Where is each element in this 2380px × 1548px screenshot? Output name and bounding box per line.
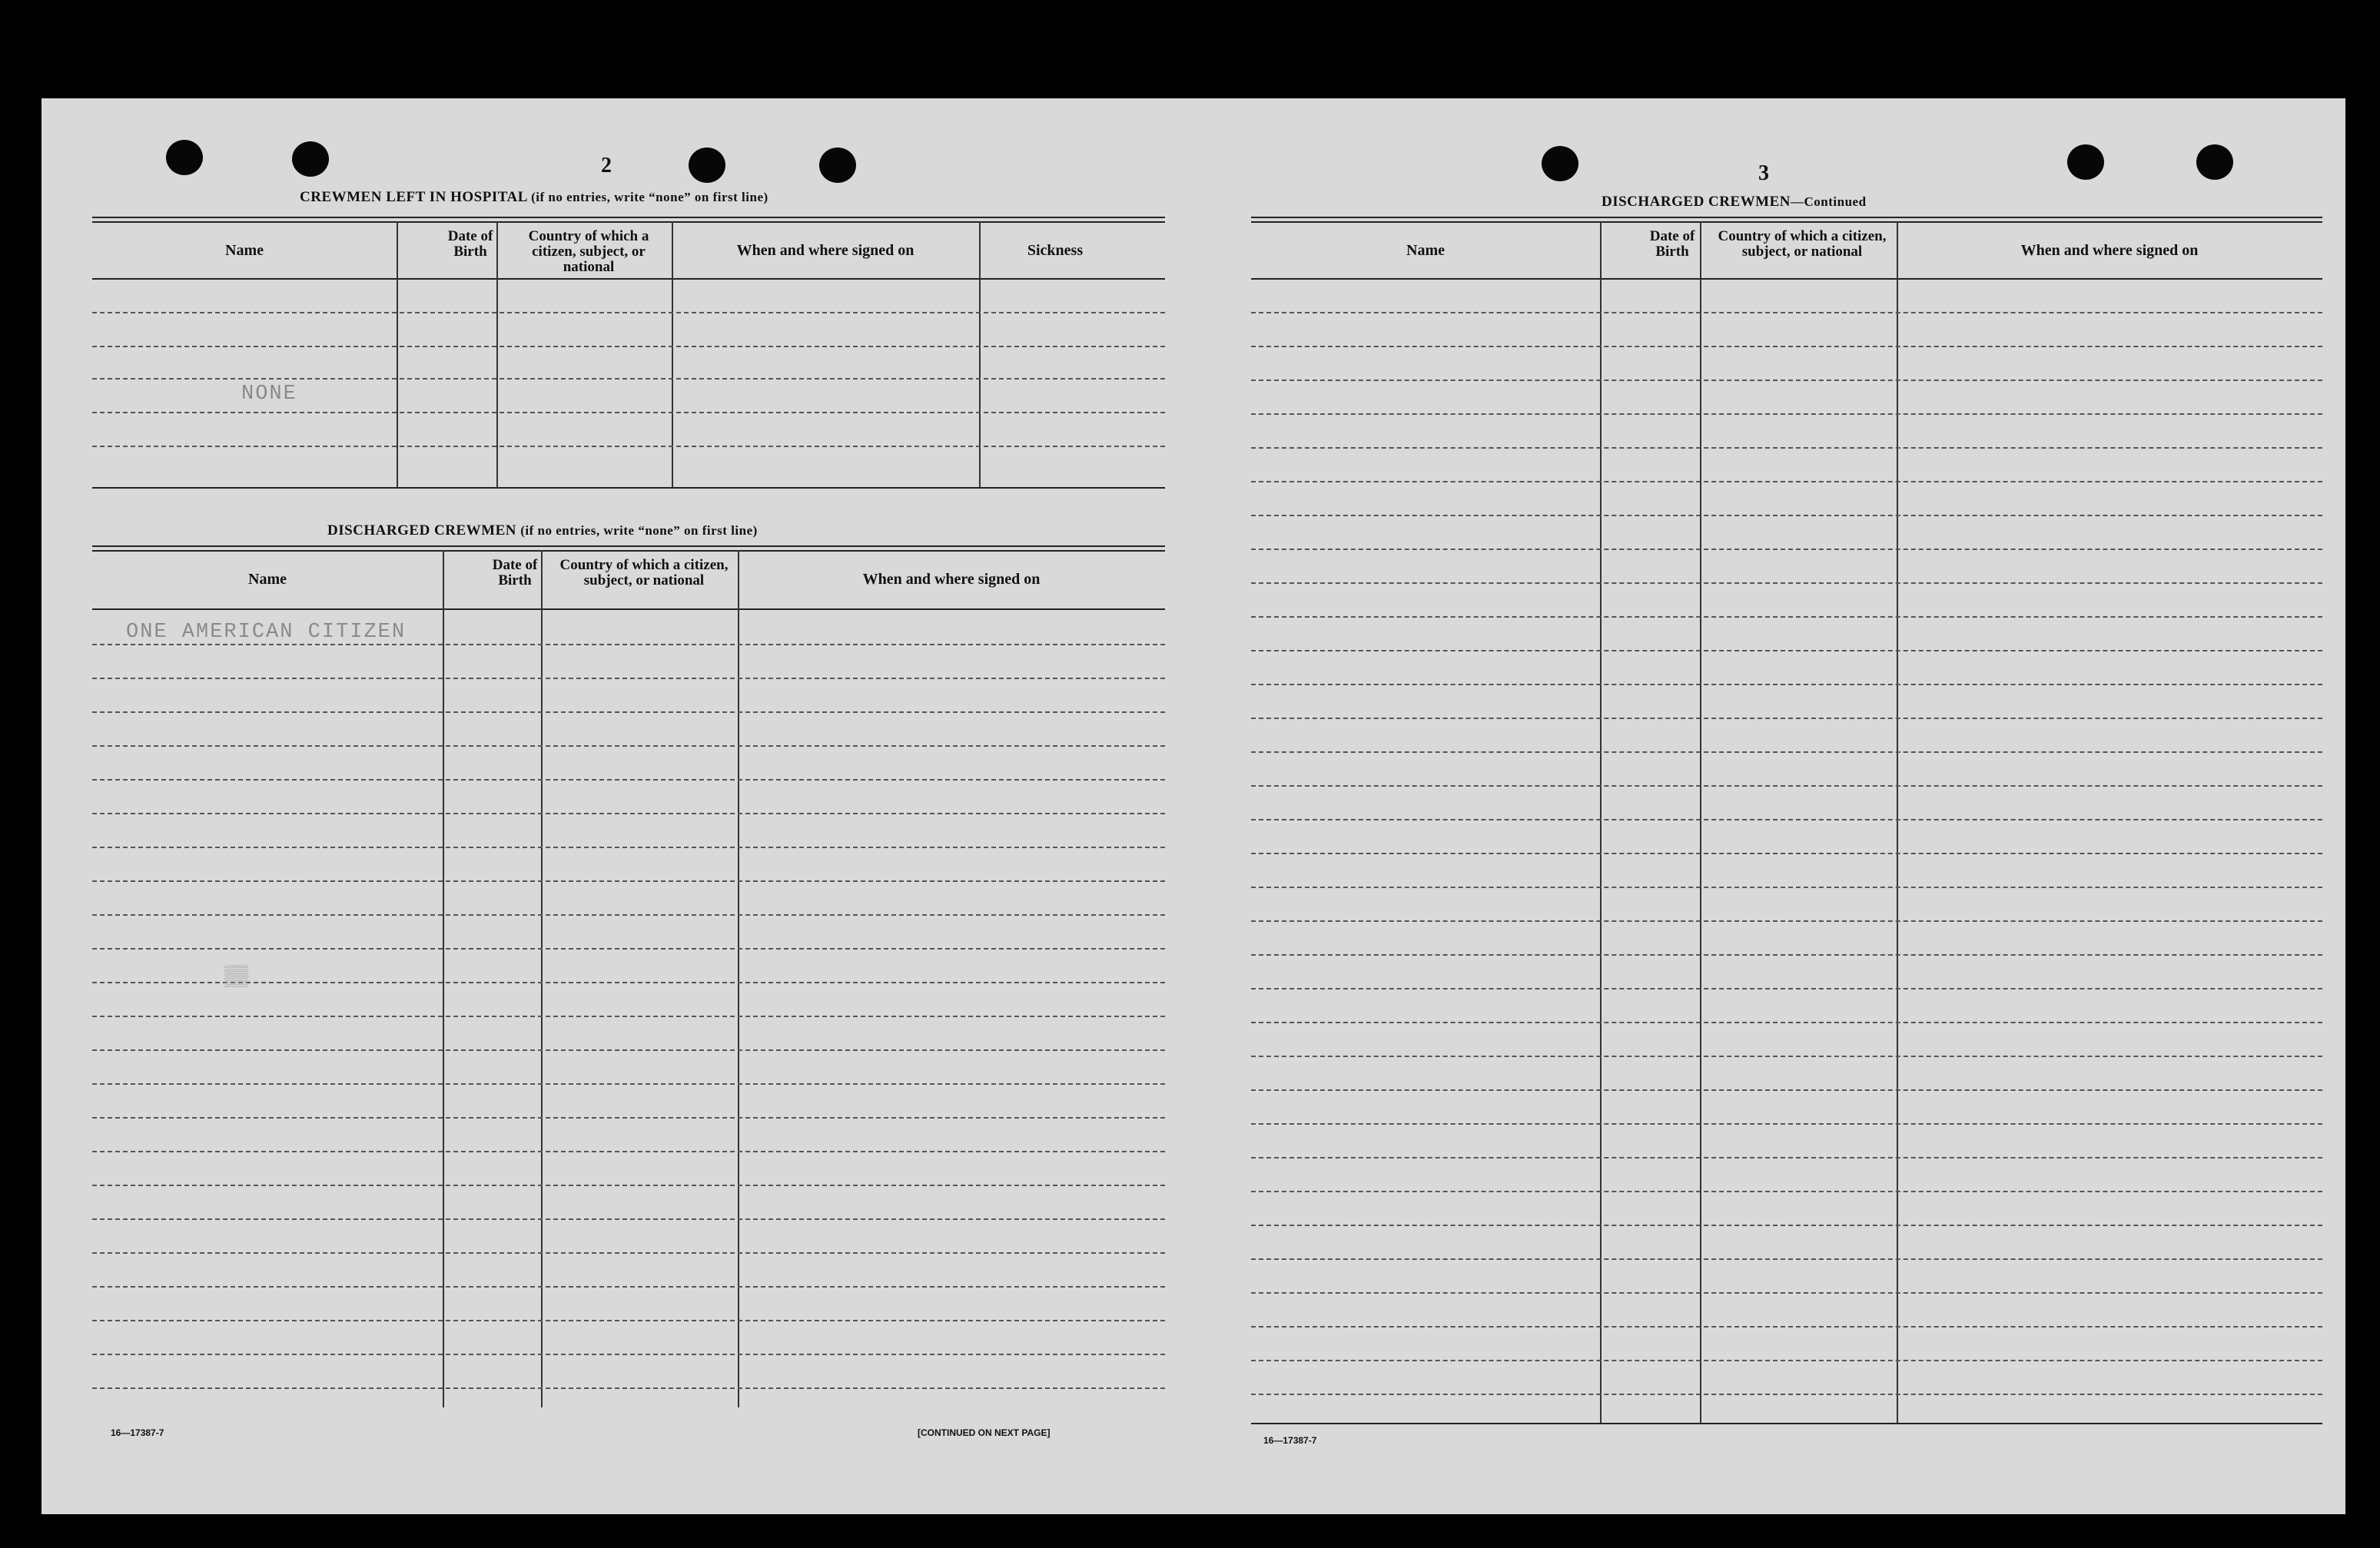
table-row <box>1251 1123 2322 1125</box>
table-row <box>1251 346 2322 347</box>
table-row <box>92 1354 1165 1355</box>
table-row <box>1251 1225 2322 1226</box>
table-row <box>92 880 1165 882</box>
table-row <box>1251 988 2322 989</box>
table-row <box>92 1286 1165 1288</box>
table-row <box>92 1320 1165 1321</box>
table-row <box>1251 1292 2322 1294</box>
table-row <box>92 914 1165 916</box>
table-row <box>92 1252 1165 1254</box>
table-row <box>1251 616 2322 618</box>
table-row <box>1251 447 2322 449</box>
table-row <box>92 1218 1165 1220</box>
continued-col-signed: When and where signed on <box>2020 242 2199 259</box>
table-row <box>1251 751 2322 753</box>
hospital-col-country: Country of which a citizen, subject, or national <box>528 228 649 275</box>
punch-hole-3 <box>689 148 725 183</box>
form-number-left: 16—17387-7 <box>111 1427 164 1438</box>
table-row <box>1251 650 2322 651</box>
table-row <box>1251 1022 2322 1023</box>
punch-hole-6 <box>2067 144 2104 180</box>
table-row <box>92 1151 1165 1152</box>
discharged-entry: ONE AMERICAN CITIZEN <box>126 621 407 644</box>
discharged-table <box>92 545 1165 1407</box>
table-row <box>92 813 1165 814</box>
table-row <box>92 1387 1165 1389</box>
table-row <box>92 982 1165 983</box>
table-row <box>1251 481 2322 482</box>
table-row <box>1251 380 2322 381</box>
document-sheet <box>41 98 2345 1514</box>
table-row <box>92 1016 1165 1017</box>
table-row <box>1251 582 2322 584</box>
hospital-col-name: Name <box>225 242 264 259</box>
table-row <box>1251 1258 2322 1260</box>
table-row <box>92 446 1165 447</box>
table-row <box>92 644 1165 645</box>
discharged-col-birth: Date of Birth <box>492 557 538 588</box>
table-row <box>1251 515 2322 516</box>
table-row <box>92 711 1165 713</box>
table-row <box>92 1117 1165 1119</box>
table-row <box>1251 785 2322 787</box>
table-row <box>92 1185 1165 1186</box>
table-row <box>1251 1394 2322 1395</box>
table-row <box>92 412 1165 413</box>
table-row <box>92 1083 1165 1085</box>
hospital-col-signed: When and where signed on <box>736 242 914 259</box>
form-number-right: 16—17387-7 <box>1263 1435 1317 1446</box>
discharged-instruction: (if no entries, write “none” on first line) <box>520 523 758 538</box>
discharged-continued-title <box>1602 194 1867 210</box>
table-row <box>1251 853 2322 854</box>
page-number-right: 3 <box>1758 161 1769 185</box>
table-row <box>92 312 1165 313</box>
discharged-continued-table <box>1251 217 2322 1424</box>
table-row <box>92 378 1165 380</box>
hospital-instruction: (if no entries, write “none” on first line) <box>531 190 768 204</box>
discharged-col-name: Name <box>248 571 287 588</box>
discharged-col-country: Country of which a citizen, subject, or national <box>559 557 729 588</box>
hospital-col-sickness: Sickness <box>1027 242 1084 259</box>
continued-col-birth: Date of Birth <box>1649 228 1695 260</box>
table-row <box>1251 1056 2322 1057</box>
table-row <box>1251 920 2322 922</box>
punch-hole-4 <box>819 148 856 183</box>
table-row <box>1251 819 2322 820</box>
table-row <box>92 779 1165 781</box>
table-row <box>1251 413 2322 415</box>
table-row <box>1251 312 2322 313</box>
table-row <box>1251 549 2322 550</box>
table-row <box>1251 1191 2322 1192</box>
hospital-title-text: CREWMEN LEFT IN HOSPITAL <box>300 189 527 205</box>
table-row <box>1251 684 2322 685</box>
hospital-table <box>92 217 1165 489</box>
punch-hole-7 <box>2196 144 2233 180</box>
table-row <box>92 346 1165 347</box>
table-row <box>92 745 1165 747</box>
hospital-col-birth: Date of Birth <box>447 228 493 260</box>
hospital-entry-none: NONE <box>241 383 297 406</box>
table-row <box>92 847 1165 848</box>
page-number-left: 2 <box>601 154 612 177</box>
continued-col-name: Name <box>1406 242 1445 259</box>
table-row <box>92 948 1165 950</box>
table-row <box>92 678 1165 679</box>
table-row <box>1251 1326 2322 1328</box>
table-row <box>1251 1089 2322 1091</box>
ink-smudge: ▒▒ <box>224 965 249 988</box>
table-row <box>92 1049 1165 1051</box>
hospital-section-title <box>300 189 768 206</box>
continued-col-country: Country of which a citizen, subject, or national <box>1718 228 1887 260</box>
continued-suffix: —Continued <box>1791 194 1867 209</box>
discharged-continued-text: DISCHARGED CREWMEN <box>1602 194 1791 210</box>
table-row <box>1251 1360 2322 1361</box>
discharged-section-title <box>327 522 758 539</box>
discharged-title-text: DISCHARGED CREWMEN <box>327 522 516 539</box>
table-row <box>1251 718 2322 719</box>
punch-hole-2 <box>292 141 329 177</box>
table-row <box>1251 1157 2322 1159</box>
table-row <box>1251 954 2322 956</box>
continued-note: [CONTINUED ON NEXT PAGE] <box>918 1427 1051 1438</box>
punch-hole-1 <box>166 140 203 175</box>
table-row <box>1251 887 2322 888</box>
punch-hole-5 <box>1542 146 1578 181</box>
discharged-col-signed: When and where signed on <box>862 571 1041 588</box>
